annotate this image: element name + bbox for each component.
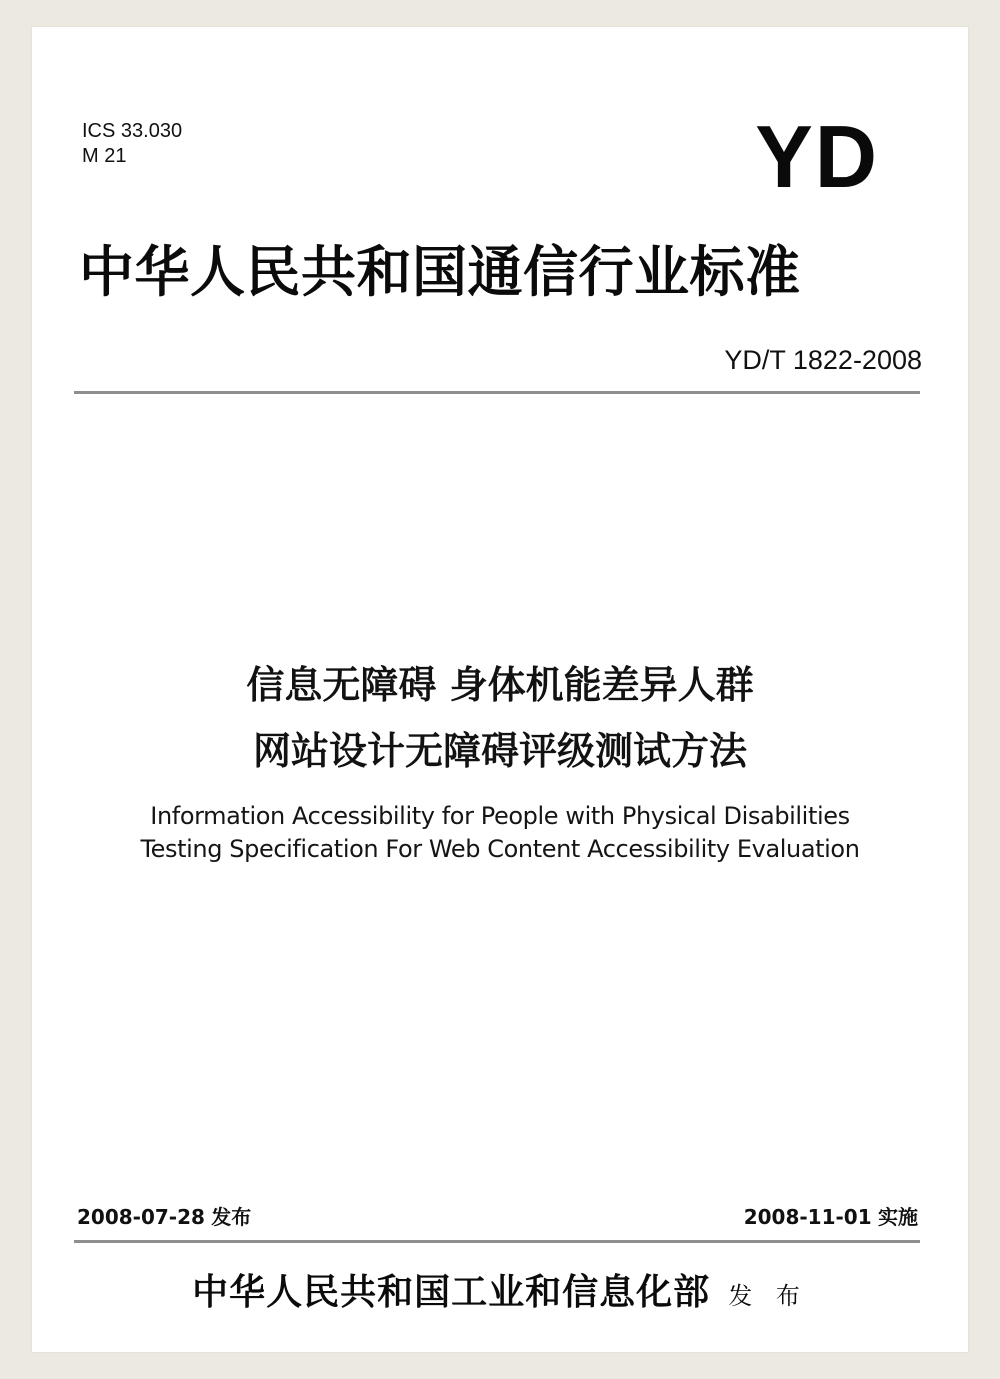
title-en-line1: Information Accessibility for People with Physical Disabilities [150,802,850,830]
classification-codes [82,119,182,169]
implement-date: 2008-11-01 [743,1205,872,1229]
standard-type-title: 中华人民共和国通信行业标准 [79,240,801,304]
bottom-divider [74,1240,920,1243]
issue-label: 发布 [211,1205,252,1229]
publisher-line [32,1267,968,1321]
issue-date-block [77,1203,251,1231]
standard-number: YD/T 1822-2008 [724,345,922,375]
title-zh-line2: 网站设计无障碍评级测试方法 [252,729,747,773]
title-en-line2: Testing Specification For Web Content Accessibility Evaluation [140,835,860,863]
title-zh-line1: 信息无障碍 身体机能差异人群 [246,663,754,707]
issue-date: 2008-07-28 [77,1205,205,1229]
implement-label: 实施 [878,1205,918,1229]
ccs-code: M 21 [82,145,127,167]
yd-logo: YD [755,107,879,206]
publisher-name: 中华人民共和国工业和信息化部 [192,1271,711,1313]
document-cover [32,27,968,1352]
publisher-action: 发 布 [728,1282,808,1310]
ics-code: ICS 33.030 [82,120,183,142]
top-divider [74,391,920,394]
implement-date-block [744,1203,918,1231]
